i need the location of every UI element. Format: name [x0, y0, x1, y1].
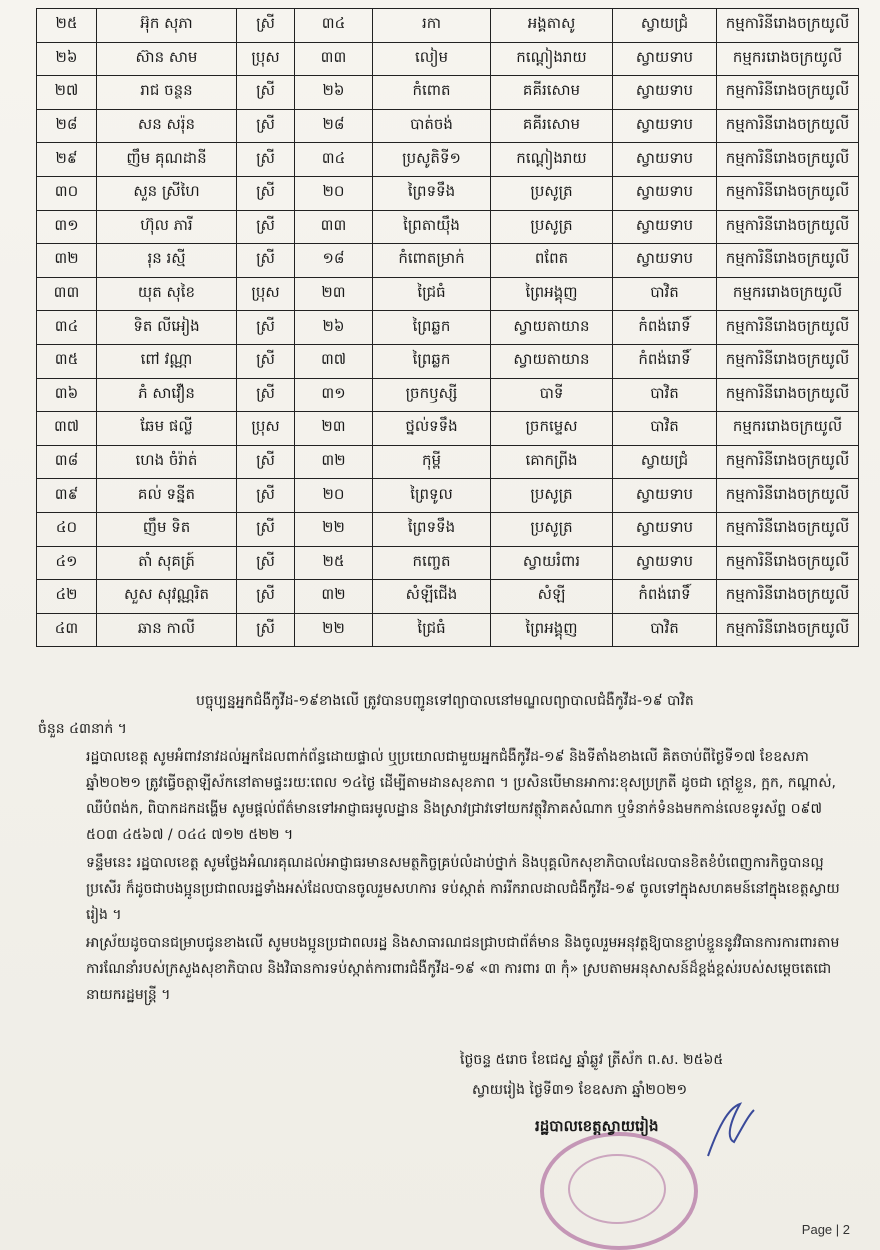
- cell-district: ស្វាយទាប: [613, 512, 717, 546]
- cell-village: កុម្ពី: [373, 445, 491, 479]
- cell-commune: អង្គតាសូ: [491, 9, 613, 43]
- table-row: [37, 479, 859, 513]
- table-row: [37, 277, 859, 311]
- cell-no: ៣៧: [37, 412, 97, 446]
- cell-job: កម្មការិនីរោងចក្រយូលី: [717, 479, 859, 513]
- table-row: [37, 311, 859, 345]
- place-date: ស្វាយរៀង ថ្ងៃទី៣១ ខែឧសភា ឆ្នាំ២០២១: [472, 1082, 688, 1098]
- table-row: [37, 378, 859, 412]
- cell-district: ស្វាយទាប: [613, 479, 717, 513]
- cell-no: ៣៨: [37, 445, 97, 479]
- cell-no: ៣៣: [37, 277, 97, 311]
- cell-age: ៣៤: [295, 143, 373, 177]
- cell-name: ភំ សាវឿន: [97, 378, 237, 412]
- cell-job: កម្មកររោងចក្រយូលី: [717, 277, 859, 311]
- cell-district: ស្វាយទាប: [613, 76, 717, 110]
- cell-commune: កណ្ដៀងរាយ: [491, 42, 613, 76]
- cell-job: កម្មការិនីរោងចក្រយូលី: [717, 76, 859, 110]
- cell-commune: ស្វាយតាយាន: [491, 344, 613, 378]
- table-row: [37, 109, 859, 143]
- cell-age: ២៦: [295, 76, 373, 110]
- table-row: [37, 445, 859, 479]
- cell-sex: ស្រី: [237, 244, 295, 278]
- cell-district: ស្វាយទាប: [613, 143, 717, 177]
- paragraph-2: រដ្ឋបាលខេត្ត សូមអំពាវនាវដល់អ្នកដែលពាក់ព័ន្ធដោយផ្ទាល់ ឬប្រយោលជាមួយអ្នកជំងឺកូវីដ-១៩ និងទីតាំងខាងលើ គិតចាប់ពីថ្ងៃទី១៧ ខែឧសភា ឆ្នាំ២០២១ ត្រូវធ្វើចត្តាឡីស័កនៅតាមផ្ទះរយៈពេល ១៤ថ្ងៃ ដើម្បីតាមដានសុខភាព ។ ប្រសិនបើមានអាការៈខុសប្រក្រតី ដូចជា ក្ដៅខ្លួន, ក្អក, កណ្ដាស់, ឈឺបំពង់ក, ពិបាកដកដង្ហើម សូមផ្ដល់ព័ត៌មានទៅអាជ្ញាធរមូលដ្ឋាន និងស្រាវជ្រាវទៅយកវត្ថុវិភាគសំណាក ឬទំនាក់ទំនងមកកាន់លេខទូរស័ព្ទ ០៩៧ ៥០៣ ៤៥៦៧ / ០៤៤ ៧១២ ៥២២ ។: [86, 749, 836, 843]
- cell-no: ២៥: [37, 9, 97, 43]
- cell-no: ៣១: [37, 210, 97, 244]
- cell-sex: ស្រី: [237, 143, 295, 177]
- cell-name: ឆាន កាលី: [97, 613, 237, 647]
- cell-commune: ប្រសូត្រ: [491, 176, 613, 210]
- cell-commune: ស្វាយរំពារ: [491, 546, 613, 580]
- cell-no: ៤២: [37, 580, 97, 614]
- cell-age: ៣៧: [295, 344, 373, 378]
- cell-job: កម្មការិនីរោងចក្រយូលី: [717, 613, 859, 647]
- page-number: Page | 2: [801, 1222, 850, 1237]
- cell-village: កំពោត: [373, 76, 491, 110]
- cell-name: រុន រស្មី: [97, 244, 237, 278]
- cell-name: ទិត លីអៀង: [97, 311, 237, 345]
- cell-village: ព្រៃទូល: [373, 479, 491, 513]
- signature-mark: [700, 1098, 760, 1168]
- cell-age: ៣២: [295, 580, 373, 614]
- table-row: [37, 143, 859, 177]
- cell-village: រកា: [373, 9, 491, 43]
- cell-no: ២៨: [37, 109, 97, 143]
- cell-sex: ស្រី: [237, 479, 295, 513]
- cell-commune: ព្រៃអង្គុញ: [491, 613, 613, 647]
- cell-commune: គគីរសោម: [491, 76, 613, 110]
- cell-village: បាត់ចង់: [373, 109, 491, 143]
- cell-district: ស្វាយទាប: [613, 176, 717, 210]
- cell-district: ស្វាយជ្រំ: [613, 445, 717, 479]
- table-row: [37, 210, 859, 244]
- table-row: [37, 344, 859, 378]
- cell-sex: ស្រី: [237, 210, 295, 244]
- cell-commune: គគីរសោម: [491, 109, 613, 143]
- cell-name: តាំ សុគត្រ៍: [97, 546, 237, 580]
- paragraph-1-continued: ចំនួន ៤៣នាក់ ។: [38, 721, 127, 737]
- cell-village: ជ្រៃធំ: [373, 613, 491, 647]
- cell-name: គល់ ទន្នីត: [97, 479, 237, 513]
- cell-village: កញ្ចេត: [373, 546, 491, 580]
- cell-sex: ស្រី: [237, 580, 295, 614]
- cell-commune: កណ្ដៀងរាយ: [491, 143, 613, 177]
- cell-age: ៣២: [295, 445, 373, 479]
- cell-commune: ស្វាយតាយាន: [491, 311, 613, 345]
- cell-name: យុត សុខៃ: [97, 277, 237, 311]
- table-row: [37, 42, 859, 76]
- cell-job: កម្មការិនីរោងចក្រយូលី: [717, 210, 859, 244]
- cell-district: ស្វាយទាប: [613, 109, 717, 143]
- cell-village: ជ្រៃធំ: [373, 277, 491, 311]
- table-row: [37, 244, 859, 278]
- cell-district: បាវិត: [613, 277, 717, 311]
- cell-no: ៣៥: [37, 344, 97, 378]
- cell-commune: ព្រៃអង្គុញ: [491, 277, 613, 311]
- table-row: [37, 76, 859, 110]
- cell-commune: ច្រកម្ទេស: [491, 412, 613, 446]
- signer-title: រដ្ឋបាលខេត្តស្វាយរៀង: [535, 1117, 659, 1135]
- cell-district: កំពង់រោទិ៍: [613, 580, 717, 614]
- cell-village: ព្រៃទទឹង: [373, 176, 491, 210]
- seal-inner-ring: [568, 1154, 666, 1224]
- cell-name: សួស សុវណ្ណរិត: [97, 580, 237, 614]
- cell-sex: ស្រី: [237, 344, 295, 378]
- cell-age: ៣៤: [295, 9, 373, 43]
- cell-no: ៤១: [37, 546, 97, 580]
- cell-village: ប្រសូតិទី១: [373, 143, 491, 177]
- cell-district: ស្វាយជ្រំ: [613, 9, 717, 43]
- cell-no: ៣៦: [37, 378, 97, 412]
- cell-sex: ប្រុស: [237, 42, 295, 76]
- cell-commune: ប្រសូត្រ: [491, 512, 613, 546]
- cell-no: ៣២: [37, 244, 97, 278]
- cell-district: បាវិត: [613, 412, 717, 446]
- cell-district: កំពង់រោទិ៍: [613, 344, 717, 378]
- cell-job: កម្មការិនីរោងចក្រយូលី: [717, 580, 859, 614]
- cell-name: សន សរ៉ុន: [97, 109, 237, 143]
- table-row: [37, 412, 859, 446]
- cell-name: ញឹម ទិត: [97, 512, 237, 546]
- cell-no: ២៧: [37, 76, 97, 110]
- cell-age: ២៥: [295, 546, 373, 580]
- cell-district: ស្វាយទាប: [613, 210, 717, 244]
- official-seal: [540, 1132, 698, 1250]
- cell-no: ៣៤: [37, 311, 97, 345]
- cell-village: លៀម: [373, 42, 491, 76]
- cell-sex: ស្រី: [237, 109, 295, 143]
- table-row: [37, 546, 859, 580]
- cell-name: ហេង ចំរ៉ាត់: [97, 445, 237, 479]
- cell-district: បាវិត: [613, 613, 717, 647]
- cell-village: ច្រកឫស្សី: [373, 378, 491, 412]
- cell-age: ២៦: [295, 311, 373, 345]
- cell-job: កម្មការិនីរោងចក្រយូលី: [717, 311, 859, 345]
- cell-job: កម្មការិនីរោងចក្រយូលី: [717, 109, 859, 143]
- cell-sex: ស្រី: [237, 512, 295, 546]
- cell-sex: ស្រី: [237, 613, 295, 647]
- cell-no: ៣០: [37, 176, 97, 210]
- cell-name: អ៊ុក សុភា: [97, 9, 237, 43]
- cell-village: ថ្នល់ទទឹង: [373, 412, 491, 446]
- cell-job: កម្មការិនីរោងចក្រយូលី: [717, 143, 859, 177]
- cell-district: ស្វាយទាប: [613, 546, 717, 580]
- cell-age: ២០: [295, 479, 373, 513]
- cell-village: ព្រៃឆ្លក: [373, 344, 491, 378]
- cell-age: ៣៣: [295, 42, 373, 76]
- cell-job: កម្មការិនីរោងចក្រយូលី: [717, 176, 859, 210]
- cell-village: កំពោតម្រាក់: [373, 244, 491, 278]
- cell-no: ២៦: [37, 42, 97, 76]
- paragraph-3: ទន្ទឹមនេះ រដ្ឋបាលខេត្ត សូមថ្លែងអំណរគុណដល់អាជ្ញាធរមានសមត្ថកិច្ចគ្រប់លំដាប់ថ្នាក់ និងបុគ្គលិកសុខាភិបាលដែលបានខិតខំបំពេញការកិច្ចបានល្អប្រសើរ ក៏ដូចជាបងប្អូនប្រជាពលរដ្ឋទាំងអស់ដែលបានចូលរួមសហការ ទប់ស្កាត់ ការរីករាលដាលជំងឺកូវីដ-១៩ ចូលទៅក្នុងសហគមន៍នៅក្នុងខេត្តស្វាយរៀង ។: [86, 855, 840, 923]
- cell-name: ហ៊ុល ភារី: [97, 210, 237, 244]
- table-row: [37, 580, 859, 614]
- cell-name: សួន ស្រីហៃ: [97, 176, 237, 210]
- paragraph-1: បច្ចុប្បន្នអ្នកជំងឺកូវីដ-១៩ខាងលើ ត្រូវបានបញ្ជូនទៅព្យាបាលនៅមណ្ឌលព្យាបាលជំងឺកូវីដ-១៩ បាវិត: [196, 693, 694, 709]
- cell-district: បាវិត: [613, 378, 717, 412]
- cell-sex: ប្រុស: [237, 277, 295, 311]
- cell-name: ស៊ាន សាម: [97, 42, 237, 76]
- cell-sex: ស្រី: [237, 378, 295, 412]
- cell-district: ស្វាយទាប: [613, 244, 717, 278]
- cell-name: ពៅ វណ្ណា: [97, 344, 237, 378]
- cell-village: ព្រៃតាយ៉ឹង: [373, 210, 491, 244]
- cell-job: កម្មការិនីរោងចក្រយូលី: [717, 546, 859, 580]
- table-row: [37, 9, 859, 43]
- cell-age: ២៨: [295, 109, 373, 143]
- table-row: [37, 613, 859, 647]
- cell-job: កម្មកររោងចក្រយូលី: [717, 412, 859, 446]
- cell-age: ៣៣: [295, 210, 373, 244]
- cell-job: កម្មការិនីរោងចក្រយូលី: [717, 344, 859, 378]
- cell-village: ព្រៃឆ្លក: [373, 311, 491, 345]
- cell-age: ២០: [295, 176, 373, 210]
- cell-name: ឆែម ផល្លី: [97, 412, 237, 446]
- cell-age: ១៨: [295, 244, 373, 278]
- cell-sex: ប្រុស: [237, 412, 295, 446]
- cell-no: ៤៣: [37, 613, 97, 647]
- patient-table: [36, 8, 859, 647]
- cell-commune: បាទី: [491, 378, 613, 412]
- cell-name: ញឹម គុណដានី: [97, 143, 237, 177]
- cell-job: កម្មការិនីរោងចក្រយូលី: [717, 378, 859, 412]
- cell-commune: សំឡី: [491, 580, 613, 614]
- cell-name: រាជ ចន្ថន: [97, 76, 237, 110]
- cell-village: ព្រៃទទឹង: [373, 512, 491, 546]
- cell-no: ៤០: [37, 512, 97, 546]
- cell-job: កម្មកររោងចក្រយូលី: [717, 42, 859, 76]
- cell-commune: ប្រសូត្រ: [491, 479, 613, 513]
- cell-sex: ស្រី: [237, 176, 295, 210]
- table-row: [37, 176, 859, 210]
- cell-sex: ស្រី: [237, 9, 295, 43]
- cell-age: ២២: [295, 613, 373, 647]
- cell-district: កំពង់រោទិ៍: [613, 311, 717, 345]
- cell-sex: ស្រី: [237, 546, 295, 580]
- cell-job: កម្មការិនីរោងចក្រយូលី: [717, 512, 859, 546]
- cell-district: ស្វាយទាប: [613, 42, 717, 76]
- table-row: [37, 512, 859, 546]
- cell-sex: ស្រី: [237, 445, 295, 479]
- cell-age: ៣១: [295, 378, 373, 412]
- cell-commune: គោកព្រីង: [491, 445, 613, 479]
- cell-no: ២៩: [37, 143, 97, 177]
- cell-village: សំឡីជើង: [373, 580, 491, 614]
- cell-job: កម្មការិនីរោងចក្រយូលី: [717, 244, 859, 278]
- cell-sex: ស្រី: [237, 76, 295, 110]
- patient-table-body: [37, 9, 859, 647]
- cell-commune: ពពែត: [491, 244, 613, 278]
- body-text: [38, 688, 848, 1010]
- cell-job: កម្មការិនីរោងចក្រយូលី: [717, 445, 859, 479]
- cell-job: កម្មការិនីរោងចក្រយូលី: [717, 9, 859, 43]
- cell-age: ២៣: [295, 277, 373, 311]
- cell-commune: ប្រសូត្រ: [491, 210, 613, 244]
- paragraph-4: អាស្រ័យដូចបានជម្រាបជូនខាងលើ សូមបងប្អូនប្រជាពលរដ្ឋ និងសាធារណជនជ្រាបជាព័ត៌មាន និងចូលរួមអនុវត្តឱ្យបានខ្ជាប់ខ្ជួននូវវិធានការការពារតាមការណែនាំរបស់ក្រសួងសុខាភិបាល និងវិធានការទប់ស្កាត់ការពារជំងឺកូវីដ-១៩ «៣ ការពារ ៣ កុំ» ស្របតាមអនុសាសន៍ដ៏ខ្ពង់ខ្ពស់របស់សម្ដេចតេជោ នាយករដ្ឋមន្ត្រី ។: [86, 935, 840, 1003]
- cell-no: ៣៩: [37, 479, 97, 513]
- lunar-date: ថ្ងៃចន្ទ ៥រោច ខែជេស្ឋ ឆ្នាំឆ្លូវ ត្រីស័ក ព.ស. ២៥៦៥: [460, 1052, 724, 1068]
- cell-sex: ស្រី: [237, 311, 295, 345]
- cell-age: ២២: [295, 512, 373, 546]
- cell-age: ២៣: [295, 412, 373, 446]
